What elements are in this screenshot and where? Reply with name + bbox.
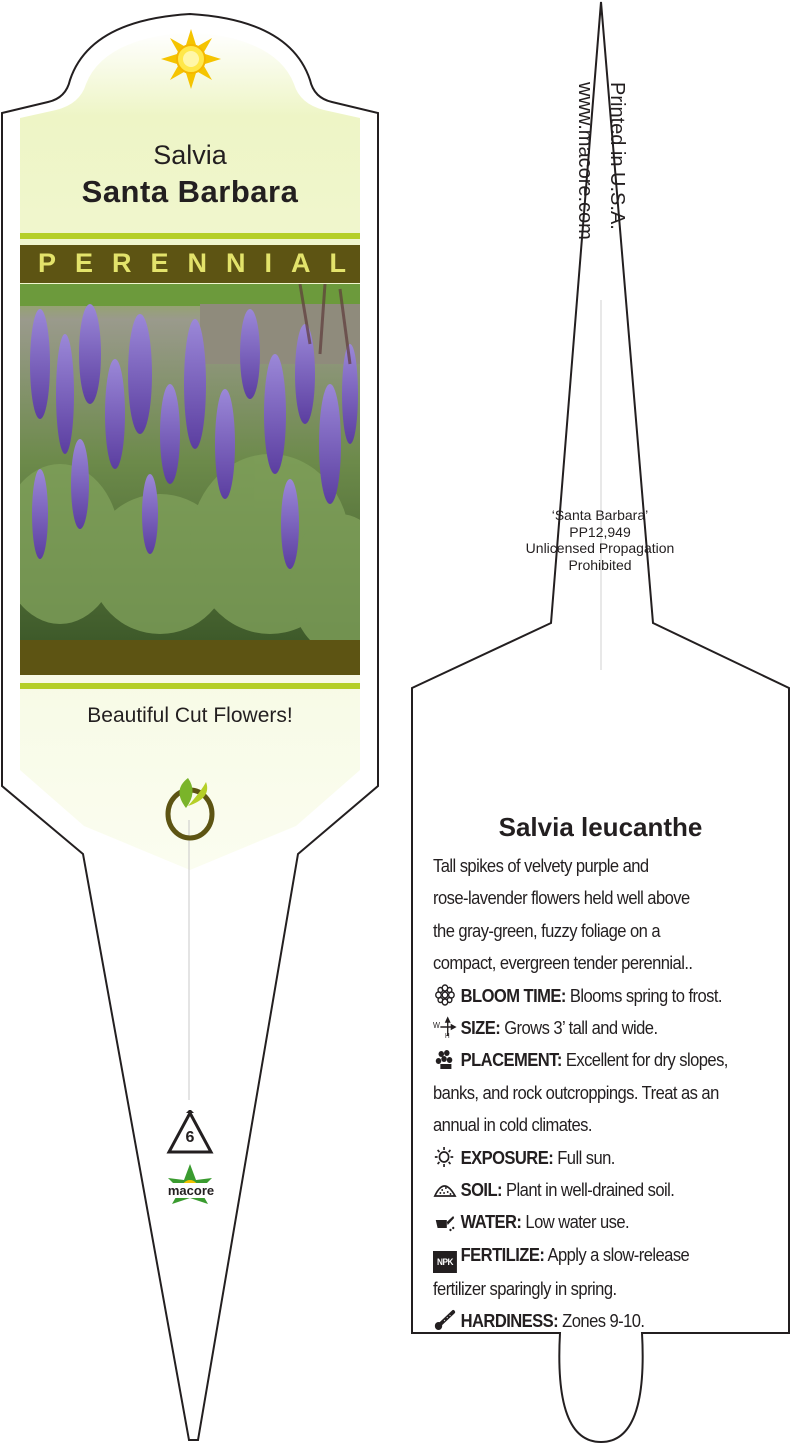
website: www.macore.com <box>574 82 596 240</box>
care-instructions <box>433 850 750 1338</box>
accent-line <box>20 233 360 239</box>
description-line: compact, evergreen tender perennial.. <box>433 953 693 974</box>
hardiness-text: Zones 9-10. <box>558 1311 645 1332</box>
sun-icon <box>433 1146 457 1168</box>
size-row <box>433 1012 750 1044</box>
water-label: WATER: <box>460 1212 522 1233</box>
soil-icon <box>433 1178 457 1200</box>
placement-continuation: banks, and rock outcroppings. Treat as an <box>433 1082 719 1103</box>
description-line: Tall spikes of velvety purple and <box>433 856 649 876</box>
size-arrows-icon <box>433 1016 457 1038</box>
hardiness-label: HARDINESS: <box>460 1311 559 1332</box>
botanical-name: Salvia leucanthe <box>498 812 703 842</box>
printed-in-usa: Printed in U.S.A. <box>606 82 628 230</box>
svg-text:W: W <box>433 1020 440 1031</box>
patent-line: PP12,949 <box>569 523 631 540</box>
sun-logo-icon <box>160 28 222 90</box>
patent-line: ‘Santa Barbara’ <box>551 507 649 523</box>
bloom-time-row <box>433 980 750 1012</box>
placement-label: PLACEMENT: <box>460 1050 562 1071</box>
tagline: Beautiful Cut Flowers! <box>87 704 293 727</box>
fertilize-text: Apply a slow-release <box>544 1244 690 1265</box>
water-text: Low water use. <box>521 1212 630 1233</box>
recycle-icon <box>166 1110 214 1158</box>
svg-text:H: H <box>444 1032 450 1039</box>
cultivar-name: Santa Barbara <box>81 174 299 209</box>
photo-footer-band <box>20 640 360 675</box>
fertilize-continuation: fertilizer sparingly in spring. <box>433 1278 617 1299</box>
category-label: PERENNIAL <box>38 248 366 278</box>
recycle-number: 6 <box>185 1129 195 1146</box>
hardiness-row <box>433 1305 750 1337</box>
description-line: rose-lavender flowers held well above <box>433 888 690 909</box>
brand-wordmark: macore <box>160 1183 222 1198</box>
salvia-photo <box>20 284 360 640</box>
fertilize-label: FERTILIZE: <box>460 1244 545 1265</box>
flower-icon <box>433 984 457 1006</box>
placement-row <box>433 1044 750 1076</box>
bloom-text: Blooms spring to frost. <box>565 985 722 1006</box>
size-label: SIZE: <box>460 1018 501 1039</box>
bloom-label: BLOOM TIME: <box>460 985 566 1006</box>
exposure-text: Full sun. <box>553 1147 615 1168</box>
size-text: Grows 3’ tall and wide. <box>500 1018 658 1039</box>
placement-continuation: annual in cold climates. <box>433 1115 592 1136</box>
exposure-row <box>433 1142 750 1174</box>
patent-line: Prohibited <box>568 556 632 573</box>
placement-text: Excellent for dry slopes, <box>561 1050 728 1071</box>
accent-line-lower <box>20 683 360 689</box>
common-name: Salvia <box>153 140 227 170</box>
soil-text: Plant in well-drained soil. <box>502 1180 675 1201</box>
patent-notice <box>455 507 745 573</box>
npk-icon: NPK <box>433 1251 457 1273</box>
water-row <box>433 1206 750 1238</box>
description-line: the gray-green, fuzzy foliage on a <box>433 920 661 941</box>
soil-row <box>433 1174 750 1206</box>
exposure-label: EXPOSURE: <box>460 1147 554 1168</box>
soil-label: SOIL: <box>460 1180 502 1201</box>
placement-flower-icon <box>433 1048 457 1070</box>
fertilize-row <box>433 1239 750 1273</box>
watering-can-icon <box>433 1210 457 1232</box>
patent-line: Unlicensed Propagation <box>525 540 675 556</box>
seedling-logo-icon <box>162 770 220 842</box>
thermometer-icon <box>433 1309 457 1331</box>
